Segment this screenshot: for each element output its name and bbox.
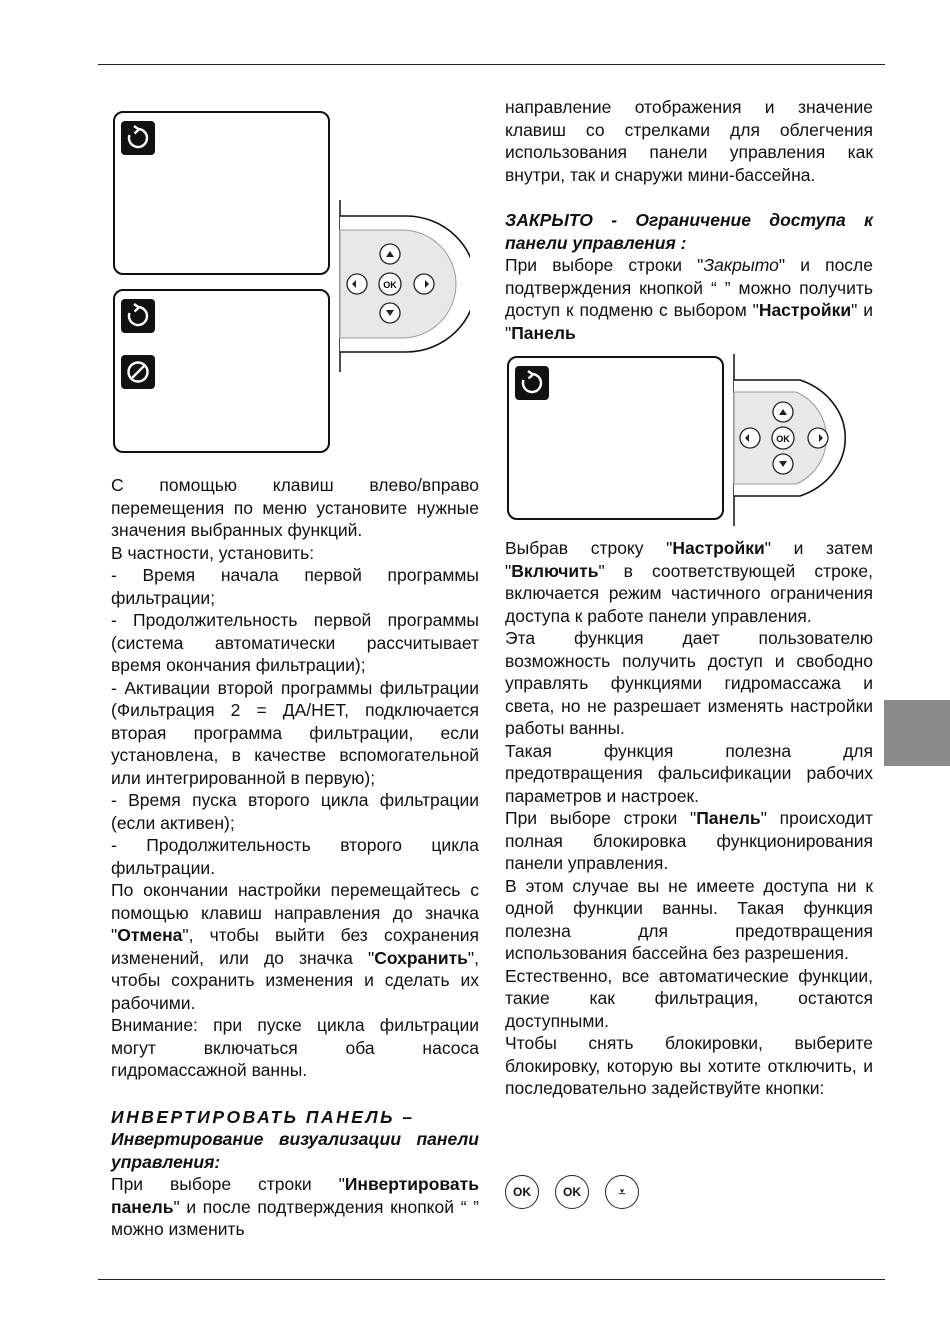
- back-arrow-icon: [121, 299, 155, 333]
- list-item: - Продолжительность первой программы (система автоматически рассчитывает время окончания фильтрации);: [111, 610, 479, 675]
- display-screen-closed: [507, 356, 724, 520]
- section-heading: ЗАКРЫТО - Ограничение доступа к панели управления :: [505, 210, 873, 253]
- header-rule: [98, 64, 885, 65]
- back-arrow-icon: [515, 366, 549, 400]
- paragraph: Естественно, все автоматические функции, такие как фильтрация, остаются доступными.: [505, 965, 873, 1031]
- list-item: - Время пуска второго цикла фильтрации (если активен);: [111, 790, 479, 833]
- section-tab-marker: [884, 700, 950, 766]
- list-item: - Активации второй программы фильтрации (Фильтрация 2 = ДА/НЕТ, подключается вторая программа фильтрации, если установлена, в качестве вспомогательной или интегрированной в первую);: [111, 677, 479, 788]
- save-label: Сохранить: [374, 947, 468, 968]
- ok-key-label: OK: [776, 434, 790, 444]
- paragraph: При выборе строки "Панель" происходит полная блокировка функционирования панели управления.: [505, 808, 873, 873]
- paragraph: Выбрав строку "Настройки" и затем "Включить" в соответствующей строке, включается режим частичного ограничения доступа к работе панели управления.: [505, 538, 873, 626]
- control-panel-illustration: [336, 200, 470, 372]
- ok-button-icon: OK: [555, 1175, 589, 1209]
- paragraph: Эта функция дает пользователю возможность получить доступ и свободно управлять функциями гидромассажа и света, но не разрешает изменять настройки работы ванны.: [505, 628, 873, 738]
- back-arrow-icon: [121, 121, 155, 155]
- ok-button-icon: OK: [505, 1175, 539, 1209]
- cancel-label: Отмена: [117, 925, 183, 945]
- right-column-intro: [505, 96, 873, 186]
- unlock-button-sequence: [505, 1175, 639, 1209]
- display-screen-back-cancel: [113, 289, 330, 453]
- list-item: - Время начала первой программы фильтрации;: [111, 565, 479, 608]
- paragraph: Такая функция полезна для предотвращения фальсификации рабочих параметров и настроек.: [505, 740, 873, 806]
- section-subheading: Инвертирование визуализации панели управления:: [111, 1129, 479, 1172]
- paragraph: Внимание: при пуске цикла фильтрации могут включаться оба насоса гидромассажной ванны.: [111, 1015, 479, 1080]
- paragraph: С помощью клавиш влево/вправо перемещения по меню установите нужные значения выбранных функций.: [111, 475, 479, 540]
- paragraph: При выборе строки "Инвертировать панель" и после подтверждения кнопкой “ ” можно изменить: [111, 1174, 479, 1239]
- paragraph: В этом случае вы не имеете доступа ни к одной функции ванны. Такая функция полезна для предотвращения использования бассейна без разрешения.: [505, 875, 873, 963]
- paragraph: направление отображения и значение клавиш со стрелками для облегчения использования панели управления как внутри, так и снаружи мини-бассейна.: [505, 97, 873, 185]
- paragraph: При выборе строки "Закрыто" и после подтверждения кнопкой “ ” можно получить доступ к подменю с выбором "Настройки" и "Панель: [505, 255, 873, 343]
- control-panel-illustration: [730, 354, 864, 526]
- closed-section: [505, 209, 873, 344]
- section-heading: ИНВЕРТИРОВАТЬ ПАНЕЛЬ –: [111, 1106, 415, 1127]
- display-screen-back: [113, 111, 330, 275]
- right-column-text: [505, 537, 873, 1100]
- ok-key-label: OK: [383, 280, 397, 290]
- paragraph: Чтобы снять блокировки, выберите блокировку, которую вы хотите отключить, и последовательно задействуйте кнопки:: [505, 1033, 873, 1098]
- footer-rule: [98, 1279, 885, 1280]
- cancel-icon: [121, 355, 155, 389]
- paragraph: В частности, установить:: [111, 542, 315, 563]
- paragraph: По окончании настройки перемещайтесь с помощью клавиш направления до значка "Отмена", чтобы выйти без сохранения изменений, или до значка "Сохранить", чтобы сохранить изменения и сделать их рабочими.: [111, 880, 479, 1013]
- left-column-text: [111, 474, 479, 1241]
- list-item: - Продолжительность второго цикла фильтрации.: [111, 835, 479, 878]
- down-arrow-button-icon: ⩡: [605, 1175, 639, 1209]
